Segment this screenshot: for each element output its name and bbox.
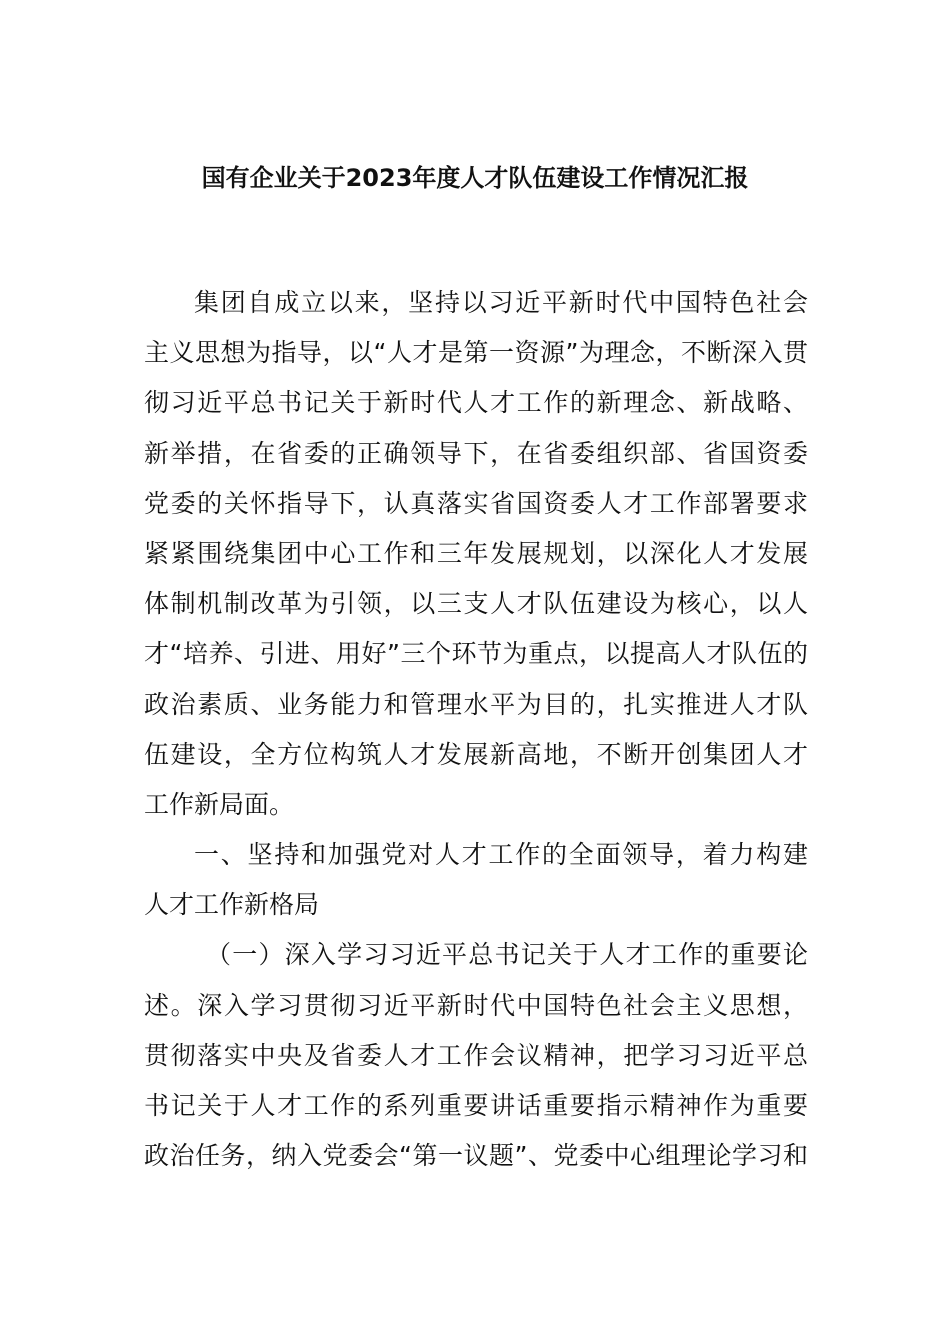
- paragraph-line: 主义思想为指导，以“人才是第一资源”为理念，不断深入贯: [144, 338, 808, 368]
- paragraph-line: 彻习近平总书记关于新时代人才工作的新理念、新战略、: [144, 388, 808, 418]
- paragraph-line: 政治任务，纳入党委会“第一议题”、党委中心组理论学习和: [144, 1141, 808, 1171]
- paragraph-line: 贯彻落实中央及省委人才工作会议精神，把学习习近平总: [144, 1040, 808, 1070]
- section-heading-line: 一、坚持和加强党对人才工作的全面领导，着力构建: [194, 840, 808, 870]
- paragraph-line: 才“培养、引进、用好”三个环节为重点，以提高人才队伍的: [144, 639, 808, 669]
- paragraph-line: （一）深入学习习近平总书记关于人才工作的重要论: [206, 940, 808, 970]
- paragraph-line: 紧紧围绕集团中心工作和三年发展规划，以深化人才发展: [144, 538, 808, 568]
- paragraph-line: 政治素质、业务能力和管理水平为目的，扎实推进人才队: [144, 689, 808, 719]
- paragraph-line: 书记关于人才工作的系列重要讲话重要指示精神作为重要: [144, 1091, 808, 1120]
- paragraph-line: 党委的关怀指导下，认真落实省国资委人才工作部署要求: [144, 488, 808, 518]
- document-body: [144, 278, 808, 1181]
- paragraph-line: 述。深入学习贯彻习近平新时代中国特色社会主义思想，: [144, 990, 808, 1020]
- paragraph-line: 集团自成立以来，坚持以习近平新时代中国特色社会: [194, 288, 808, 317]
- paragraph-line: 新举措，在省委的正确领导下，在省委组织部、省国资委: [144, 438, 808, 468]
- paragraph-line: 伍建设，全方位构筑人才发展新高地，不断开创集团人才: [144, 739, 808, 769]
- section-heading-line: 人才工作新格局: [144, 890, 320, 920]
- paragraph-line: 工作新局面。: [144, 789, 295, 819]
- document-title: 国有企业关于2023年度人才队伍建设工作情况汇报: [201, 164, 749, 192]
- paragraph-line: 体制机制改革为引领，以三支人才队伍建设为核心，以人: [144, 589, 808, 619]
